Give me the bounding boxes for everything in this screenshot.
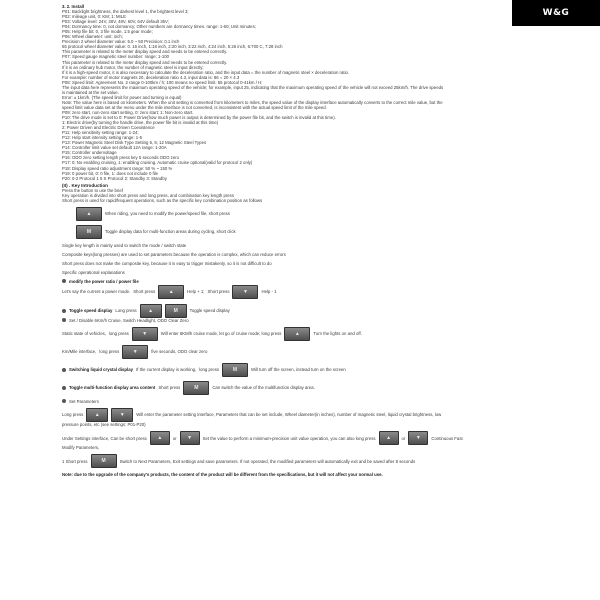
op3-title: Set / Disable 6Km/h Cruise, Switch Headlight, ODO Clear Zero (69, 317, 189, 323)
op2-tail: Toggle speed display (189, 308, 230, 314)
op1-short-a: Short press (133, 289, 156, 295)
up-key-icon: ▲ (150, 431, 170, 445)
install-line: P17: 0: No enabling cruising, 1: enabling cruising. Automatic cruise optional(valid for protocol 2 only) (62, 160, 253, 166)
note-composite-keys: Composite keys(long presses) are used to set parameters because the operation is complex, which can reduce errors (62, 251, 286, 257)
op3-lead: Static state of vehicles, (62, 331, 106, 337)
bullet-icon (62, 309, 66, 313)
install-line: P11: Help sensitivity setting range: 1-24; (62, 130, 139, 136)
install-line: P20: 0-2 Protocol 1 5 S Protocol 2: Standby 3: Standby (62, 175, 167, 181)
note-single-key: Single key length is mainly used to switch the mode / switch state (62, 242, 187, 248)
install-line: Note: The value here is based on kilometers. When the unit setting is converted from kilometers to miles, the speed value of the display interface automatically converts to the correct mile value, but the (62, 99, 443, 105)
op6-title: Set Parameters (69, 398, 99, 404)
op3b-long: long press (99, 349, 120, 355)
down-key-icon: ▼ (132, 327, 158, 341)
op4-lead: If the current display is working, (136, 367, 197, 373)
op1-short-b: Short press (207, 289, 230, 295)
op5-tail: Can switch the value of the multifunction display area. (212, 385, 315, 391)
op5-short: Short press (158, 385, 181, 391)
mode-key-description: Toggle display data for multi-function areas during cycling, short click (105, 229, 236, 235)
install-line: P12: Help start intensity setting range: 1-5 (62, 135, 143, 141)
install-line: P19: 0 power bit, 0: 0 file, 1: does not include 0 file (62, 170, 159, 176)
install-line: speed limit value data set at the menu under the mile interface is not converted, is inconsistent with the actual speed limit of the mile speed. (62, 104, 327, 110)
install-line: This parameter is related to the meter display speed and needs to be entered correctly. (62, 49, 228, 55)
op1-help-a: Help + 1; (187, 289, 205, 295)
down-key-icon: ▼ (408, 431, 428, 445)
install-line: P07: Speed gauge magnetic steel number: range: 1-100 (62, 54, 170, 60)
final-note: Note: due to the upgrade of the company's products, the content of the product will be different from the specifications, but it will not affect your normal use. (62, 472, 383, 478)
op6-modify: Modify Parameters, (62, 445, 100, 451)
install-line: P09: zero start, non-zero start setting, 0: zero start; 1: Non-zero start. (62, 109, 194, 115)
op3-tail: Turn the lights on and off. (313, 331, 362, 337)
op6-tail2: pressure points, etc (see settings: P01-P20) (62, 421, 146, 427)
install-line: P16: ODO zero setting length press key 5 seconds ODO zero (62, 155, 180, 161)
install-line: P04: Dormancy time: 0, not dormancy; Other numbers are dormancy times. range: 1-60; Unit minutes; (62, 24, 256, 30)
mode-key-icon: M (183, 381, 209, 395)
op6-cont: Continuous Fast (431, 435, 463, 441)
install-line: Precision 2 wheel diameter value: 5.0 ~ 50 Precision: 0.1 inch (62, 39, 180, 45)
key-intro-heading: (II) . Key Introduction (62, 182, 108, 188)
manual-page (62, 4, 532, 477)
bullet-icon (62, 318, 66, 322)
op3-long-a: long press (108, 331, 129, 337)
install-line: P18: Display speed ratio adjustment range: 50 % ~ 150 % (62, 165, 173, 171)
op6-save: Switch to Next Parameters, Exit settings and save parameters. If not operated, the modified parameters will automatically exit and be saved after 8 seconds (119, 458, 416, 464)
up-key-icon: ▲ (140, 304, 162, 318)
install-line: P06: Wheel diameter: unit: inch; (62, 34, 123, 40)
install-parameter-list (62, 9, 532, 181)
section-heading: 3. 2. Install (62, 4, 84, 9)
install-line: P02: mileage unit, 0: KM; 1: MILE (62, 14, 127, 20)
note-short-press: Short press does not make the composite key, because it is easy to trigger mistakenly, so it is not difficult to do (62, 260, 272, 266)
install-line: P05: Help file bit: 0, 3 file mode, 1:5 gear mode; (62, 29, 153, 35)
op2-long: Long press (115, 308, 137, 314)
key-intro-lines (62, 188, 532, 203)
op6-adjust: Set the value to perform a minimum-precision unit value operation, you can also long press (202, 435, 376, 441)
op1-title: modify the power ratio / power file (69, 278, 139, 284)
down-key-icon: ▼ (111, 408, 133, 422)
op5-title: Toggle multi-function display area content (69, 385, 156, 391)
key-intro-line: Key operation is divided into short press and long press, and combination key length press (62, 192, 234, 198)
op6-tail: Will enter the parameter setting interface, Parameters that can be set include, Wheel diameter(in inches), number of magnetic steel, liquid crystal brightness, low (136, 412, 442, 418)
install-line: For example: number of motor magnets 20, deceleration ratio 4.3, input data is: 86 = 20 × 4.3 (62, 74, 240, 80)
bullet-icon (62, 399, 66, 403)
install-line: 2: Power Driven and Electric Driven Coexistence (62, 125, 155, 131)
op6-long: Long press (62, 412, 84, 418)
op4-tail: Will turn off the screen, instead turn on the screen (251, 367, 346, 373)
up-key-icon: ▲ (76, 207, 102, 221)
up-key-icon: ▲ (284, 327, 310, 341)
mode-key-icon: M (91, 454, 117, 468)
op3b-tail: five seconds, ODO clear zero (151, 349, 208, 355)
mode-key-icon: M (165, 304, 187, 318)
mode-key-icon: M (222, 363, 248, 377)
bullet-icon (62, 386, 66, 390)
op6-under: Under Settings interface, Can be short press (62, 435, 147, 441)
down-key-icon: ▼ (232, 285, 258, 299)
op4-title: Switching liquid crystal display (69, 367, 133, 373)
op1-help-b: Help - 1 (261, 289, 277, 295)
up-key-icon: ▲ (158, 285, 184, 299)
install-line: P13: Power Magnetic Steel Disk Type Setting 5, 8, 12 Magnetic Steel Types (62, 140, 207, 146)
mode-key-icon: M (76, 225, 102, 239)
op6-short-final: 1 Short press (62, 458, 88, 464)
bullet-icon (62, 279, 66, 283)
install-line: P01: Backlight brightness, the darkest level 1, the brightest level 3; (62, 9, 189, 15)
install-line: P08: Speed limit: Agreement No. 2 range 0-100km / h; 100 means no speed limit. 55 protocol 0-41km / H; (62, 79, 263, 85)
install-line: The input data here represents the maximum operating speed of the vehicle; for example, input 25, indicating that the maximum operating speed of the vehicle will not exceed 25km/h. The drive speeds (62, 84, 444, 90)
key-intro-line: Short press is used for rapid/frequent operations, such as the specific key combination position as follows (62, 197, 263, 203)
op6-or2: or (401, 435, 406, 441)
install-line: P03: Voltage level: 24V, 36V, 48V, 60V, 64V default 36V; (62, 19, 169, 25)
op2-title: Toggle speed display (69, 308, 113, 314)
op6-or: or (172, 435, 177, 441)
bullet-icon (62, 368, 66, 372)
up-key-icon: ▲ (379, 431, 399, 445)
install-line: P14: Controller limit value set default 12A range: 1-20A (62, 145, 167, 151)
install-line: P15: Controller undervoltage (62, 150, 117, 156)
op1-lead: Let's say the current a power mode. (62, 289, 131, 295)
install-line: 1: Electric drive(by turning the handle drive, the power file bit is invalid at this time) (62, 120, 219, 126)
op4-long: long press (199, 367, 220, 373)
down-key-icon: ▼ (180, 431, 200, 445)
install-line: is maintained at the set value. (62, 89, 119, 95)
install-line: Error: ± 1km/h. (The speed limit for power and turning is equal) (62, 94, 182, 100)
up-key-icon: ▲ (86, 408, 108, 422)
specific-ops-heading: Specific operational explanations (62, 269, 125, 275)
brand-logo: W&G (512, 0, 600, 26)
op3b-lead: Km/Mile interface, (62, 349, 97, 355)
install-line: P10: The drive mode is set to 0: Power Drive(how much power is output is determined by the power file bit, and the switch is invalid at this time). (62, 115, 336, 121)
op3-mid: Will enter 6KM/h cruise mode, let go of cruise mode; long press (160, 331, 282, 337)
install-line: 55 protocol wheel diameter value: 0. 16 inch, 1:18 inch, 2:20 inch, 3:22 inch, 4:24 inch, 5:26 inch, 6:700 C, 7:28 inch (62, 44, 283, 50)
install-line: If it is an ordinary hub motor, the number of magnetic steel is input directly; (62, 64, 204, 70)
install-line: This parameter is related to the meter display speed and needs to be entered correctly. (62, 59, 228, 65)
install-line: If it is a high-speed motor, it is also necessary to calculate the deceleration ratio, and the input data = the number of magnetic steel × deceleration ratio. (62, 69, 350, 75)
down-key-icon: ▼ (122, 345, 148, 359)
power-key-description: When riding, you need to modify the power/speed file, short press (105, 211, 230, 217)
key-intro-line: Press the button to use the brief (62, 187, 123, 193)
